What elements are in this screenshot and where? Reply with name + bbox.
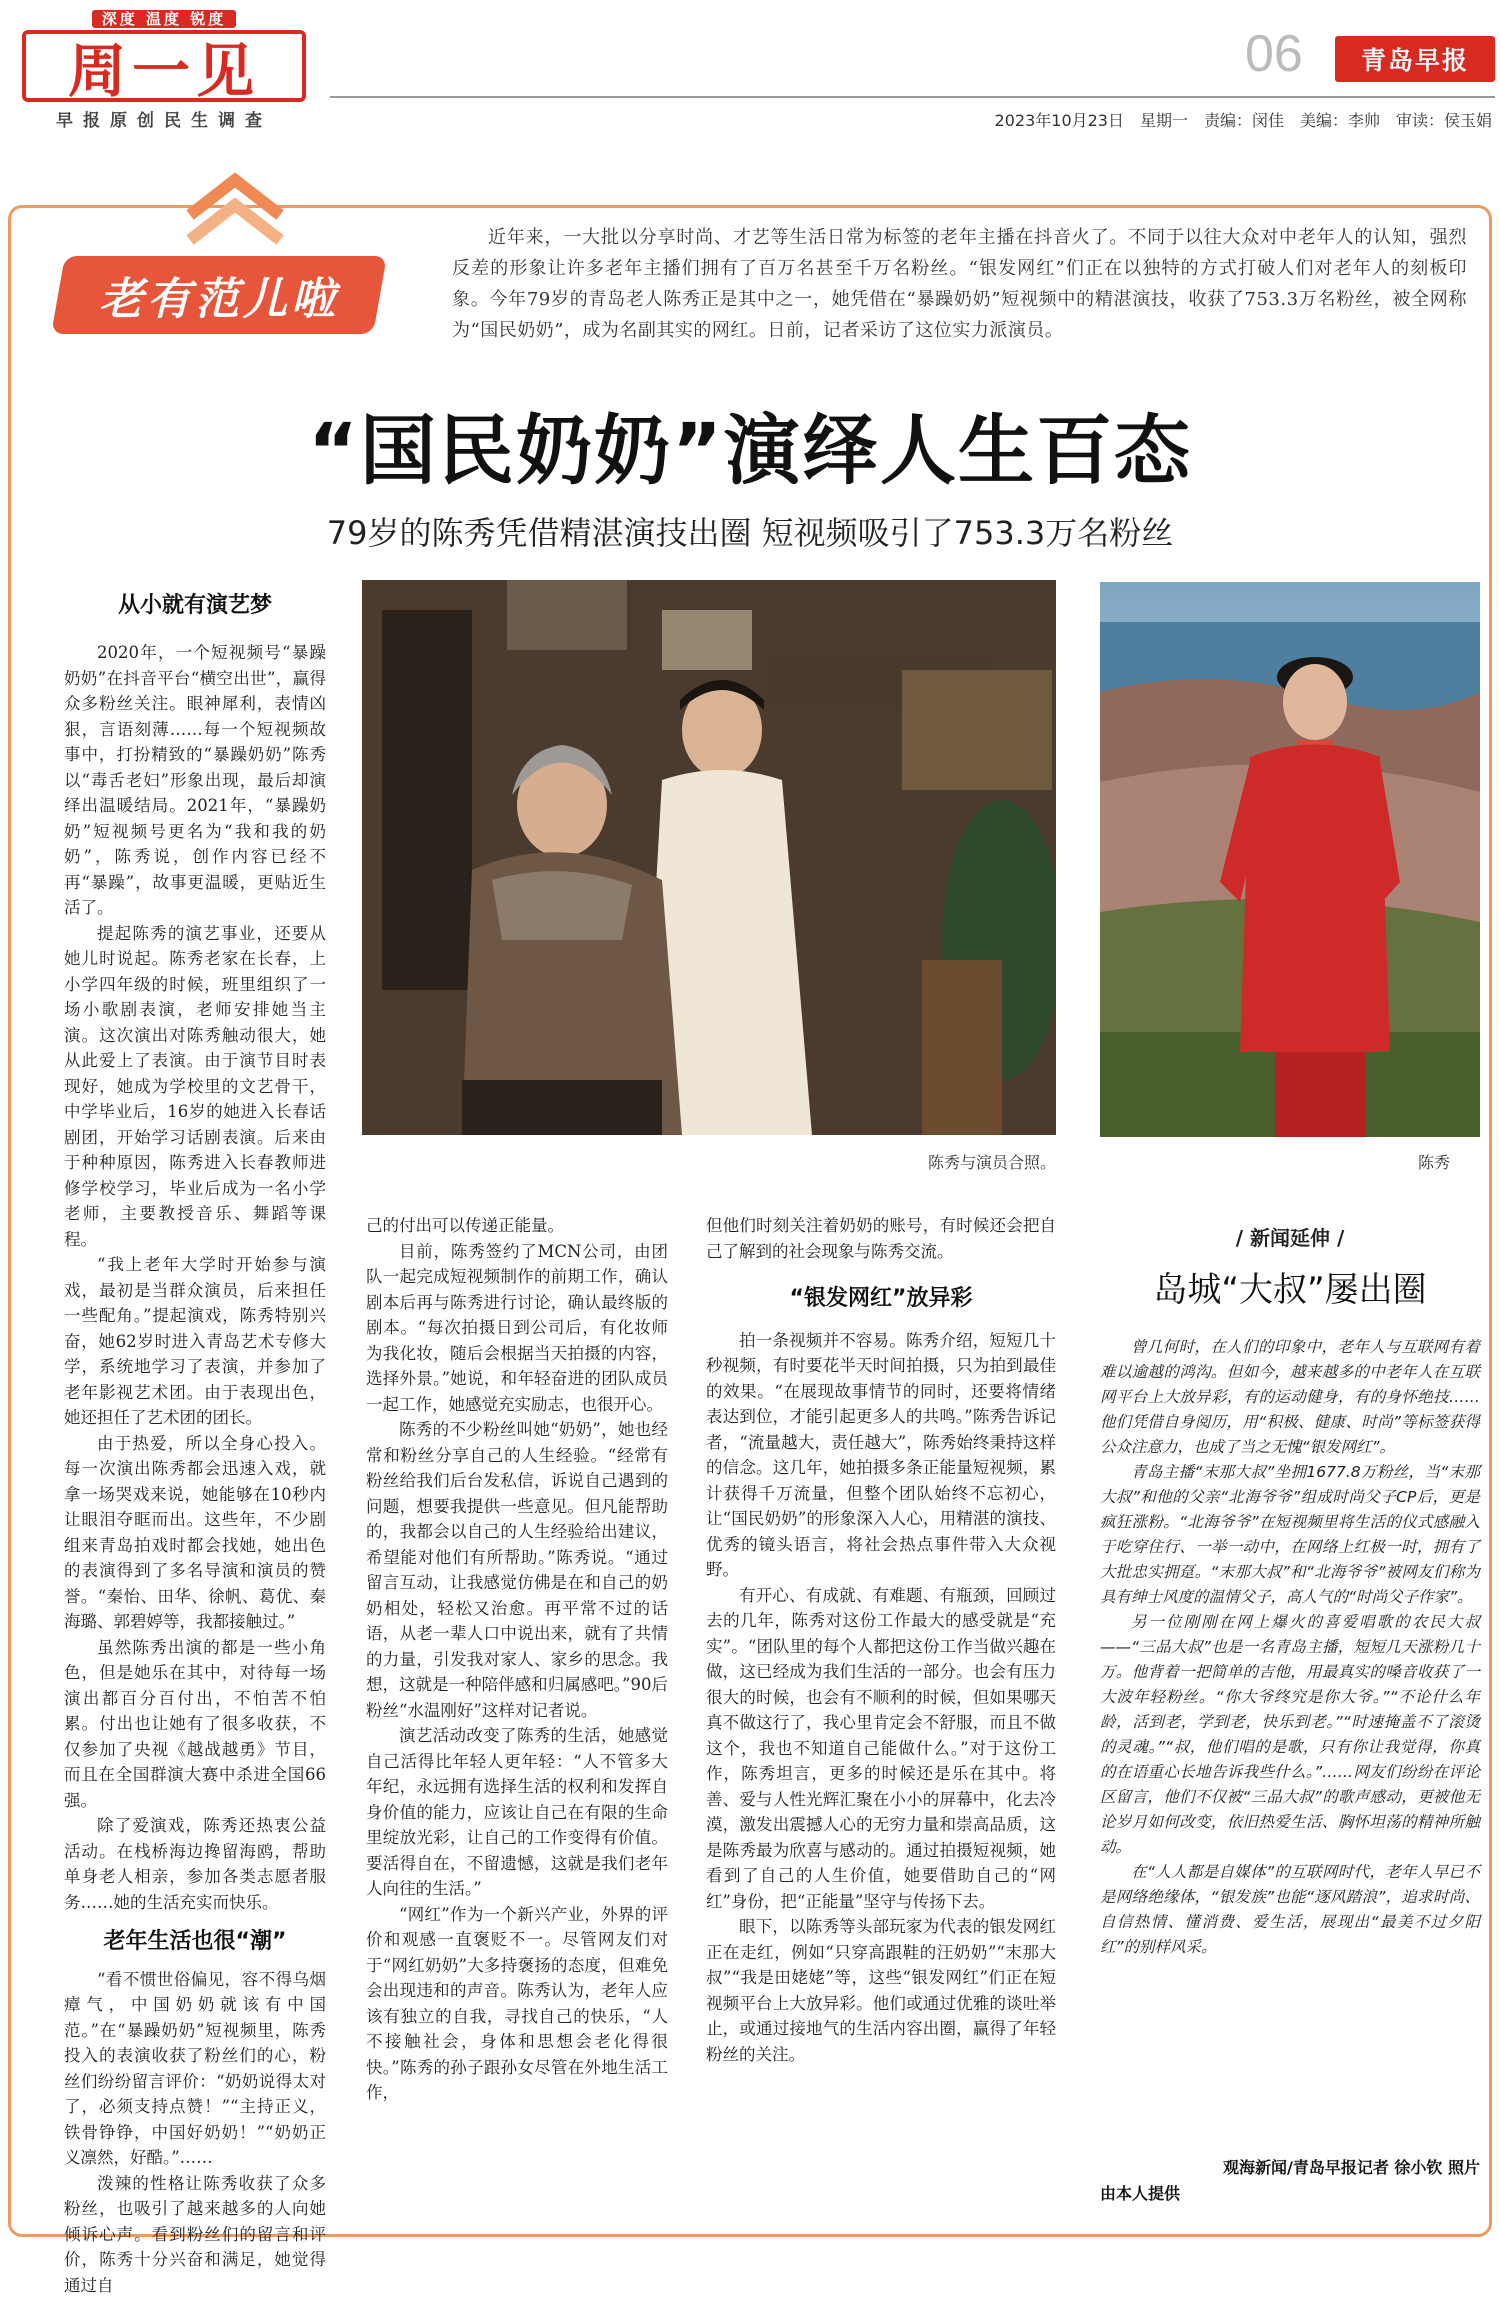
paragraph: 2020年，一个短视频号“暴躁奶奶”在抖音平台“横空出世”，赢得众多粉丝关注。眼神犀利，表情凶狠，言语刻薄……每一个短视频故事中，打扮精致的“暴躁奶奶”陈秀以“毒舌老妇”形象出现，最后却演绎出温暖结局。2021年，“暴躁奶奶”短视频号更名为“我和我的奶奶”，陈秀说，创作内容已经不再“暴躁”，故事更温暖，更贴近生活了。: [64, 640, 326, 921]
paragraph: 虽然陈秀出演的都是一些小角色，但是她乐在其中，对待每一场演出都百分百付出，不怕苦不怕累。付出也让她有了很多收获，不仅参加了央视《越战越勇》节目，而且在全国群演大赛中杀进全国66强。: [64, 1635, 326, 1814]
chevron-up-icon: [180, 160, 290, 250]
news-extension-tag: / 新闻延伸 /: [1100, 1222, 1480, 1251]
paragraph: 陈秀的不少粉丝叫她“奶奶”，她也经常和粉丝分享自己的人生经验。“经常有粉丝给我们后台发私信，诉说自己遇到的问题，想要我提供一些意见。但凡能帮助的，我都会以自己的人生经验给出建议，希望能对他们有所帮助。”陈秀说。“通过留言互动，让我感觉仿佛是在和自己的奶奶相处，轻松又治愈。再平常不过的话语，从老一辈人口中说出来，就有了共情的力量，引发我对家人、家乡的思念。我想，这就是一种陪伴感和归属感吧。”90后粉丝“水温刚好”这样对记者说。: [366, 1417, 668, 1723]
paragraph: “看不惯世俗偏见，容不得乌烟瘴气，中国奶奶就该有中国范。”在“暴躁奶奶”短视频里，陈秀投入的表演收获了粉丝们的心，粉丝们纷纷留言评价：“奶奶说得太对了，必须支持点赞！”“主持正义，铁骨铮铮，中国好奶奶！”“奶奶正义凛然，好酷。”……: [64, 1967, 326, 2171]
page-number: 06: [1245, 24, 1303, 84]
paragraph: 但他们时刻关注着奶奶的账号，有时候还会把自己了解到的社会现象与陈秀交流。: [706, 1213, 1056, 1264]
photo-caption: 陈秀: [1100, 1150, 1450, 1173]
paragraph: 曾几何时，在人们的印象中，老年人与互联网有着难以逾越的鸿沟。但如今，越来越多的中老年人在互联网平台上大放异彩，有的运动健身，有的身怀绝技……他们凭借自身阅历，用“积极、健康、时尚”等标签获得公众注意力，也成了当之无愧“银发网红”。: [1100, 1335, 1480, 1460]
photo-chen-xiu: [1100, 582, 1480, 1137]
logo-tagline: 深度 温度 锐度: [22, 8, 306, 30]
column-badge: 老有范儿啦: [58, 256, 380, 334]
section-heading: 老年生活也很“潮”: [64, 1929, 326, 1955]
paragraph: “网红”作为一个新兴产业，外界的评价和观感一直褒贬不一。尽管网友们对于“网红奶奶”大多持褒扬的态度，但难免会出现违和的声音。陈秀认为，老年人应该有独立的自我，寻找自己的快乐，“人不接触社会，身体和思想会老化得很快。”陈秀的孙子跟孙女尽管在外地生活工作，: [366, 1902, 668, 2106]
paragraph: 目前，陈秀签约了MCN公司，由团队一起完成短视频制作的前期工作，确认剧本后再与陈秀进行讨论，确认最终版的剧本。“每次拍摄日到公司后，有化妆师为我化妆，随后会根据当天拍摄的内容，选择外景。”她说，和年轻奋进的团队成员一起工作，她感觉充实励志，也很开心。: [366, 1239, 668, 1418]
dateline: 2023年10月23日 星期一 责编：闵佳 美编：李帅 审读：侯玉娟: [0, 108, 1492, 131]
newspaper-logo: 青岛早报: [1335, 36, 1495, 82]
paragraph: 另一位刚刚在网上爆火的喜爱唱歌的农民大叔——“三品大叔”也是一名青岛主播，短短几天涨粉几十万。他背着一把简单的吉他，用最真实的嗓音收获了一大波年轻粉丝。“你大爷终究是你大爷。”“不论什么年龄，活到老，学到老，快乐到老。”“时速掩盖不了滚烫的灵魂。”“叔，他们唱的是歌，只有你让我觉得，你真的在语重心长地告诉我些什么。”……网友们纷纷在评论区留言，他们不仅被“三品大叔”的歌声感动，更被他无论岁月如何改变，依旧热爱生活、胸怀坦荡的精神所触动。: [1100, 1610, 1480, 1860]
byline-line: 观海新闻/青岛早报记者 徐小钦 照片: [1100, 2155, 1480, 2181]
subheadline: 79岁的陈秀凭借精湛演技出圈 短视频吸引了753.3万名粉丝: [0, 508, 1500, 554]
column-logo-subtitle: 早报原创民生调查: [22, 106, 306, 131]
news-extension-body: [1100, 1335, 1480, 1960]
article-column-2: [366, 1213, 668, 2106]
byline: [1100, 2155, 1480, 2207]
paragraph: 己的付出可以传递正能量。: [366, 1213, 668, 1239]
paragraph: 在“人人都是自媒体”的互联网时代，老年人早已不是网络绝缘体，“银发族”也能“逐风踏浪”，追求时尚、自信热情、懂消费、爱生活，展现出“最美不过夕阳红”的别样风采。: [1100, 1860, 1480, 1960]
section-heading: 从小就有演艺梦: [64, 588, 326, 619]
paragraph: 泼辣的性格让陈秀收获了众多粉丝，也吸引了越来越多的人向她倾诉心声。看到粉丝们的留言和评价，陈秀十分兴奋和满足，她觉得通过自: [64, 2171, 326, 2298]
paragraph: 提起陈秀的演艺事业，还要从她儿时说起。陈秀老家在长春，上小学四年级的时候，班里组织了一场小歌剧表演，老师安排她当主演。这次演出对陈秀触动很大，她从此爱上了表演。由于演节目时表现好，她成为学校里的文艺骨干，中学毕业后，16岁的她进入长春话剧团，开始学习话剧表演。后来由于种种原因，陈秀进入长春教师进修学校学习，毕业后成为一名小学老师，主要教授音乐、舞蹈等课程。: [64, 921, 326, 1253]
news-extension-title: 岛城“大叔”屡出圈: [1100, 1262, 1480, 1311]
paragraph: “我上老年大学时开始参与演戏，最初是当群众演员，后来担任一些配角。”提起演戏，陈秀特别兴奋，她62岁时进入青岛艺术专修大学，系统地学习了表演，并参加了老年影视艺术团。由于表现出色，她还担任了艺术团的团长。: [64, 1252, 326, 1431]
article-column-3: [706, 1213, 1056, 2067]
column-logo: 周一见: [22, 30, 306, 102]
paragraph: 青岛主播“末那大叔”坐拥1677.8万粉丝，当“末那大叔”和他的父亲“北海爷爷”组成时尚父子CP后，更是疯狂涨粉。“北海爷爷”在短视频里将生活的仪式感融入于吃穿住行、一举一动中，在网络上红极一时，拥有了大批忠实拥趸。“末那大叔”和“北海爷爷”被网友们称为具有绅士风度的温情父子，高人气的“时尚父子作家”。: [1100, 1460, 1480, 1610]
headline: “国民奶奶”演绎人生百态: [0, 390, 1500, 499]
paragraph: 拍一条视频并不容易。陈秀介绍，短短几十秒视频，有时要花半天时间拍摄，只为拍到最佳的效果。“在展现故事情节的同时，还要将情绪表达到位，才能引起更多人的共鸣。”陈秀告诉记者，“流量越大，责任越大”，陈秀始终秉持这样的信念。这几年，她拍摄多条正能量短视频，累计获得千万流量，但整个团队始终不忘初心，让“国民奶奶”的形象深入人心，用精湛的演技、优秀的镜头语言，将社会热点事件带入大众视野。: [706, 1328, 1056, 1583]
article-column-1: [64, 640, 326, 2298]
paragraph: 除了爱演戏，陈秀还热衷公益活动。在栈桥海边搀留海鸥，帮助单身老人相亲，参加各类志愿者服务……她的生活充实而快乐。: [64, 1813, 326, 1915]
paragraph: 有开心、有成就、有难题、有瓶颈，回顾过去的几年，陈秀对这份工作最大的感受就是“充实”。“团队里的每个人都把这份工作当做兴趣在做，这已经成为我们生活的一部分。也会有压力很大的时候，也会有不顺利的时候，但如果哪天真不做这行了，我心里肯定会不舒服，而且不做这个，我也不知道自己能做什么。”对于这份工作，陈秀坦言，更多的时候还是乐在其中。将善、爱与人性光辉汇聚在小小的屏幕中，化去冷漠，激发出震撼人心的无穷力量和崇高品质，这是陈秀最为欣喜与感动的。通过拍摄短视频，她看到了自己的人生价值，她要借助自己的“网红”身份，把“正能量”坚守与传扬下去。: [706, 1583, 1056, 1915]
photo-chen-xiu-with-actor: [362, 580, 1056, 1135]
byline-line: 由本人提供: [1100, 2181, 1480, 2207]
paragraph: 演艺活动改变了陈秀的生活，她感觉自己活得比年轻人更年轻：“人不管多大年纪，永远拥有选择生活的权利和发挥自身价值的能力，应该让自己在有限的生命里绽放光彩，让自己的工作变得有价值。要活得自在，不留遗憾，这就是我们老年人向往的生活。”: [366, 1723, 668, 1902]
masthead-divider: [330, 96, 1495, 98]
paragraph: 由于热爱，所以全身心投入。每一次演出陈秀都会迅速入戏，就拿一场哭戏来说，她能够在10秒内让眼泪夺眶而出。这些年，不少剧组来青岛拍戏时都会找她，她出色的表演得到了多名导演和演员的赞誉。“秦怡、田华、徐帆、葛优、秦海璐、郭碧婷等，我都接触过。”: [64, 1431, 326, 1635]
photo-caption: 陈秀与演员合照。: [362, 1150, 1056, 1173]
paragraph: 眼下，以陈秀等头部玩家为代表的银发网红正在走红，例如“只穿高跟鞋的汪奶奶”“末那大叔”“我是田姥姥”等，这些“银发网红”们正在短视频平台上大放异彩。他们或通过优雅的谈吐举止，或通过接地气的生活内容出圈，赢得了年轻粉丝的关注。: [706, 1914, 1056, 2067]
intro-paragraph: 近年来，一大批以分享时尚、才艺等生活日常为标签的老年主播在抖音火了。不同于以往大众对中老年人的认知，强烈反差的形象让许多老年主播们拥有了百万名甚至千万名粉丝。“银发网红”们正在以独特的方式打破人们对老年人的刻板印象。今年79岁的青岛老人陈秀正是其中之一，她凭借在“暴躁奶奶”短视频中的精湛演技，收获了753.3万名粉丝，被全网称为“国民奶奶”，成为名副其实的网红。日前，记者采访了这位实力派演员。: [452, 222, 1467, 346]
section-heading: “银发网红”放异彩: [706, 1286, 1056, 1312]
